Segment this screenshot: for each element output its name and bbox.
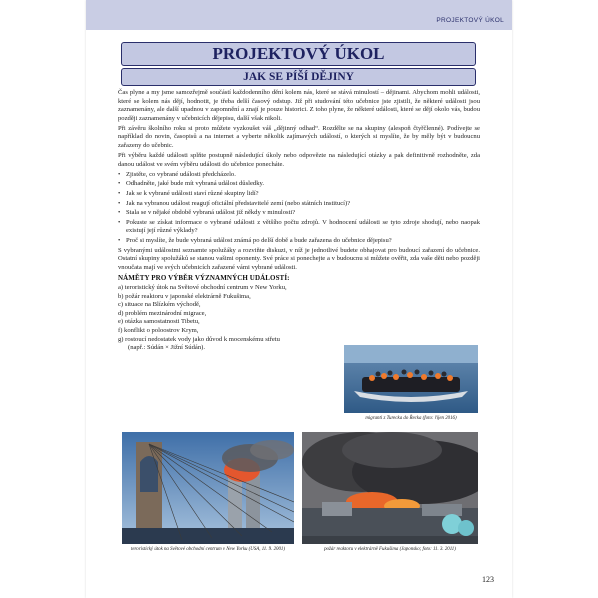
example-item: c) situace na Blízkém východě, — [118, 301, 201, 309]
page-number: 123 — [482, 575, 494, 584]
example-item: a) teroristický útok na Světové obchodní centrum v New Yorku, — [118, 283, 287, 291]
fukushima-photo — [302, 432, 478, 544]
fukushima-fire-image — [302, 432, 478, 544]
running-header: PROJEKTOVÝ ÚKOL — [436, 17, 504, 24]
question-item: • Odhadněte, jaké bude mít vybraná událost důsledky. — [118, 180, 480, 189]
example-item: f) konflikt o poloostrov Krym, — [118, 326, 199, 334]
page-subtitle: JAK SE PÍŠÍ DĚJINY — [121, 68, 476, 86]
migrant-boat-image — [344, 345, 478, 413]
assignment-paragraph-1: Při závěru školního roku si proto můžete vyzkoušet váš „dějinný odhad“. Rozdělte se na skupiny (alespoň čtyřčlenné). Podívejte se například do novin, časopisů a na internet a vyberte několik zajímavých událostí, o kterých si myslíte, že by měly být v budoucnu zařazeny do učebnic. — [118, 124, 480, 150]
fukushima-caption: požár reaktoru v elektrárně Fukušima (Japonsko; foto: 11. 3. 2011) — [324, 547, 456, 552]
body-text — [118, 89, 480, 353]
wtc-attack-image — [122, 432, 294, 544]
intro-paragraph: Čas plyne a my jsme samozřejmě součástí každodenního dění kolem nás, které se stává minulostí – dějinami. Abychom mohli události, které se kolem nás dějí, hodnotit, je třeba delší časový odstup. Již při studování této učebnice jste zjistili, že některé události jsou zaznamenány, ale další upadnou v zapomnění a znají je pouze historici. Z toho plyne, že některé události, které se dějí okolo vás, budou později zaznamenány v učebnicích dějepisu, další však nikoli. — [118, 89, 480, 122]
example-item: g) rostoucí nedostatek vody jako důvod k mocenskému střetu — [118, 335, 280, 343]
wtc-photo — [122, 432, 294, 544]
example-item: b) požár reaktoru v japonské elektrárně Fukušima, — [118, 292, 251, 300]
question-item: • Zjistěte, co vybrané události předcházelo. — [118, 171, 480, 180]
assignment-paragraph-2: Při výběru každé události splňte postupně následující úkoly nebo odpovězte na následující otázky a pak definitivně rozhodněte, zda danou událost ve svém výběru události do učebnice ponecháte. — [118, 152, 480, 168]
conclusion-paragraph: S vybranými událostmi seznamte spolužáky a rozviňte diskuzi, v níž je jednotlivé budete obhajovat pro budoucí zařazení do učebnice. Ostatní skupiny spolužáků se stanou vašimi oponenty. Své práce si ponechejte a v budoucnu si můžete ověřit, zda vaše děti nebo později vnoučata mají ve svých učebnicích zařazené vámi vybrané události. — [118, 246, 480, 271]
question-item: • Jak se k vybrané události staví různé skupiny lidí? — [118, 190, 480, 199]
wtc-caption: teroristický útok na Světové obchodní centrum v New Yorku (USA, 11. 9. 2001) — [131, 547, 285, 552]
migrant-boat-photo — [344, 345, 478, 413]
question-item: • Pokuste se získat informace o vybrané události z většího počtu zdrojů. V hodnocení události se tyto zdroje shodují, nebo naopak existují její různé výklady? — [118, 219, 480, 236]
example-item: (např.: Súdán × Jižní Súdán). — [128, 344, 205, 352]
question-item: • Jak na vybranou událost reagují oficiální představitelé zemí (nebo státních institucí)? — [118, 200, 480, 209]
question-item: • Stala se v nějaké obdobě vybraná událost již někdy v minulosti? — [118, 209, 480, 218]
page-title: PROJEKTOVÝ ÚKOL — [121, 42, 476, 66]
header-band — [86, 0, 512, 30]
question-list — [118, 171, 480, 246]
textbook-page — [86, 0, 512, 598]
example-item: d) problém mezinárodní migrace, — [118, 309, 207, 317]
migrants-caption: migranti z Turecka do Řecka (foto: říjen 2016) — [365, 416, 457, 421]
example-item: e) otázka samostatnosti Tibetu, — [118, 318, 200, 326]
examples-list — [118, 284, 334, 353]
examples-heading: NÁMĚTY PRO VÝBĚR VÝZNAMNÝCH UDÁLOSTÍ: — [118, 274, 290, 283]
question-item: • Proč si myslíte, že bude vybraná událost známá po delší době a bude zařazena do učebnice dějepisu? — [118, 237, 480, 246]
